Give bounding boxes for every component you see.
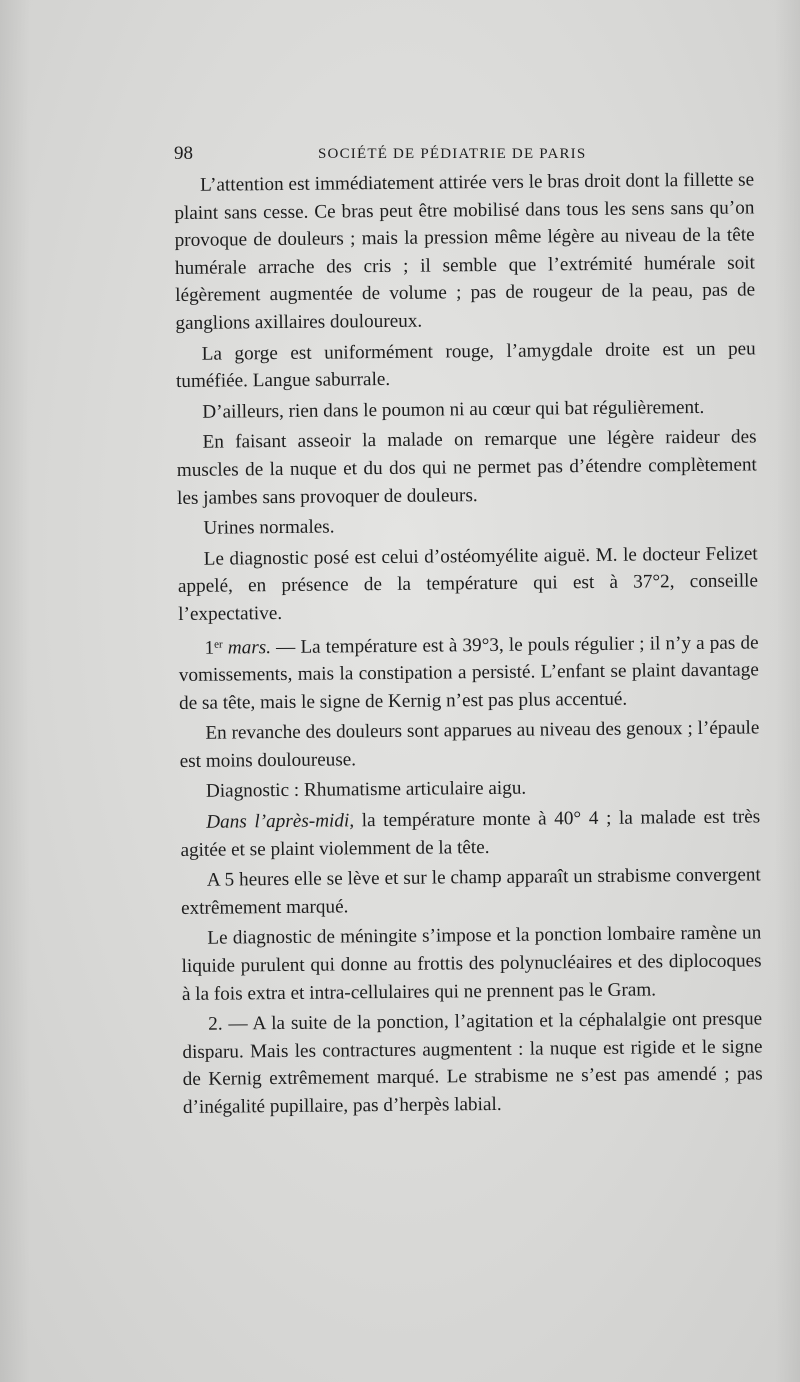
paragraph-7: [178, 626, 759, 717]
paragraph-13: 2. — A la suite de la ponction, l’agitation et la céphalalgie ont presque disparu. Mais les contractures augmentent : la nuque est rigide et le signe de Kernig extrêmement marqué. Le strabisme ne s’est pas amendé ; pas d’inégalité pupillaire, pas d’herpès labial.: [182, 1008, 763, 1118]
body-text: [174, 166, 763, 1124]
date-month: mars.: [227, 636, 272, 659]
paragraph-12: Le diagnostic de méningite s’impose et la ponction lombaire ramène un liquide purulent qui donne au frottis des polynucléaires et des diplocoques à la fois extra et intra-cellulaires qui ne prennent pas le Gram.: [181, 922, 762, 1005]
page-edge-shadow-left: [0, 0, 30, 1382]
paragraph-11: A 5 heures elle se lève et sur le champ apparaît un strabisme convergent extrêmement marqué.: [180, 864, 761, 919]
paragraph-7-text: — La température est à 39°3, le pouls régulier ; il n’y a pas de vomissements, mais la constipation a persisté. L’enfant se plaint davantage de sa tête, mais le signe de Kernig n’est pas plus accentué.: [178, 631, 759, 714]
running-header: [174, 143, 614, 169]
paragraph-10: [180, 803, 761, 864]
page-edge-shadow-right: [775, 0, 800, 1382]
paragraph-9: Diagnostic : Rhumatisme articulaire aigu.: [205, 778, 527, 803]
paragraph-1: L’attention est immédiatement attirée vers le bras droit dont la fillette se plaint sans cesse. Ce bras peut être mobilisé dans tous les sens sans qu’on provoque de douleurs ; mais la pression même légère au niveau de la tête humérale arrache des cris ; il semble que l’extrémité humérale soit légèrement augmentée de volume ; pas de rougeur de la peau, pas de ganglions axillaires douloureux.: [174, 169, 756, 334]
paragraph-2: La gorge est uniformément rouge, l’amygdale droite est un peu tuméfiée. Langue saburrale.: [175, 337, 756, 393]
paragraph-10-text: la température monte à 40° 4 ; la malade est très agitée et se plaint violemment de la tête.: [180, 806, 761, 861]
running-title: SOCIÉTÉ DE PÉDIATRIE DE PARIS: [318, 146, 587, 162]
paragraph-3: D’ailleurs, rien dans le poumon ni au cœur qui bat régulièrement.: [202, 396, 705, 423]
paragraph-5: Urines normales.: [203, 516, 335, 539]
paragraph-6: Le diagnostic posé est celui d’ostéomyélite aiguë. M. le docteur Felizet appelé, en présence de la température qui est à 37°2, conseille l’expectative.: [177, 543, 759, 625]
page-number: 98: [174, 143, 193, 164]
paragraph-8: En revanche des douleurs sont apparues au niveau des genoux ; l’épaule est moins douloureuse.: [179, 717, 760, 772]
paragraph-10-italic-lead: Dans l’après-midi,: [206, 810, 355, 833]
date-ordinal-superscript: er: [214, 638, 223, 651]
paragraph-4: En faisant asseoir la malade on remarque une légère raideur des muscles de la nuque et du dos qui ne permet pas d’étendre complètement les jambes sans provoquer de douleurs.: [176, 426, 757, 509]
date-day: 1: [204, 637, 215, 659]
